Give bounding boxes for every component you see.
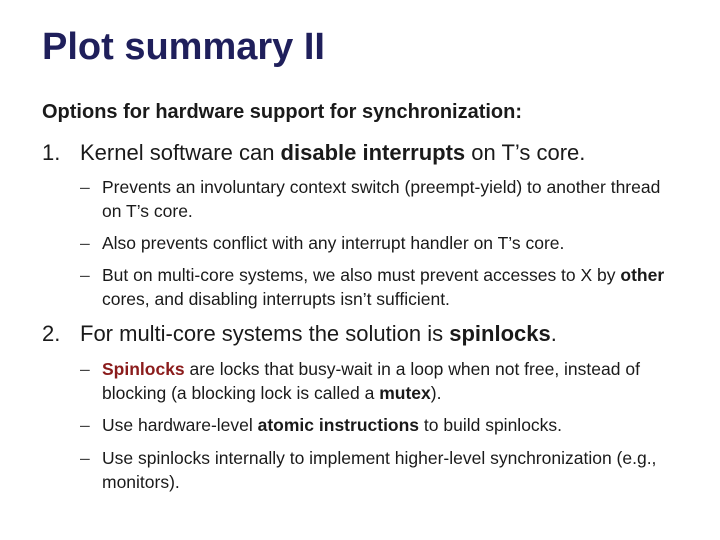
list-item-number: 2. (42, 321, 61, 346)
list-item-emphasis: spinlocks (449, 321, 551, 346)
emphasis-text: mutex (379, 383, 431, 403)
sub-item-text: But on multi-core systems, we also must prevent accesses to X by other cores, and disabling interrupts isn’t sufficient. (102, 265, 665, 309)
sub-item-2-1 (80, 357, 680, 405)
sub-item-text: Also prevents conflict with any interrupt handler on T’s core. (102, 233, 565, 253)
list-item-1 (42, 140, 585, 166)
list-item-number: 1. (42, 140, 61, 165)
sub-item-text: Spinlocks are locks that busy-wait in a loop when not free, instead of blocking (a blocking lock is called a mutex). (102, 359, 640, 403)
dash-bullet: – (80, 265, 90, 285)
list-item-text: on T’s core. (465, 140, 586, 165)
emphasis-text: atomic instructions (257, 415, 420, 435)
list-item-2 (42, 321, 557, 347)
list-item-text: For multi-core systems the solution is (80, 321, 450, 346)
sub-item-1-1 (80, 175, 680, 223)
emphasis-text: other (620, 265, 665, 285)
dash-bullet: – (80, 359, 90, 379)
list-item-text: . (550, 321, 557, 346)
dash-bullet: – (80, 177, 90, 197)
sub-item-text: Use hardware-level atomic instructions to build spinlocks. (102, 415, 563, 435)
dash-bullet: – (80, 233, 90, 253)
sub-item-2-2 (80, 413, 680, 437)
sub-item-1-2 (80, 231, 680, 255)
sub-item-text: Prevents an involuntary context switch (preempt-yield) to another thread on T’s core. (102, 177, 661, 221)
slide-title: Plot summary II (42, 26, 325, 68)
section-heading: Options for hardware support for synchronization: (42, 101, 523, 123)
list-item-text: Kernel software can (80, 140, 281, 165)
list-item-emphasis: disable interrupts (280, 140, 466, 165)
accent-term: Spinlocks (102, 359, 185, 379)
dash-bullet: – (80, 448, 90, 468)
sub-item-2-3 (80, 446, 680, 494)
dash-bullet: – (80, 415, 90, 435)
sub-item-text: Use spinlocks internally to implement higher-level synchronization (e.g., monitors). (102, 448, 657, 492)
sub-item-1-3 (80, 263, 680, 311)
